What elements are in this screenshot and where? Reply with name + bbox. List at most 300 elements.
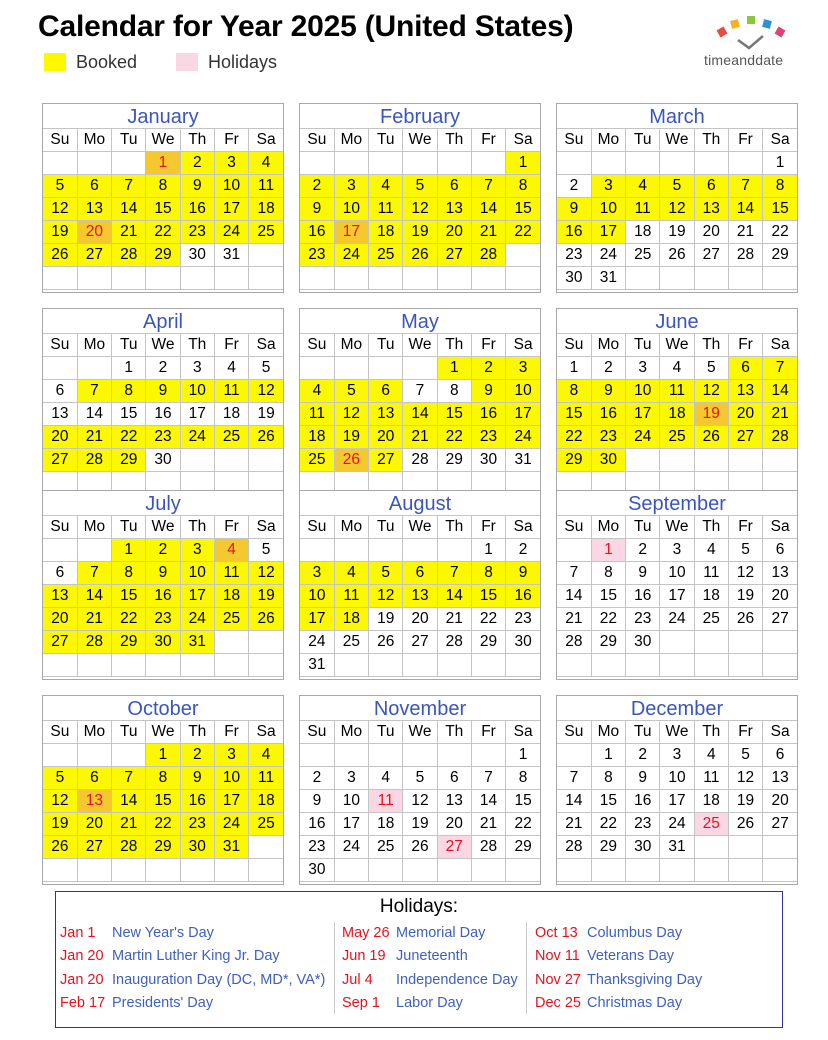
day-cell[interactable]: 4	[660, 357, 694, 380]
day-cell[interactable]: 29	[112, 631, 146, 654]
day-cell[interactable]: 15	[112, 403, 146, 426]
day-cell[interactable]: 25	[694, 813, 728, 836]
day-cell[interactable]: 13	[77, 790, 111, 813]
day-cell[interactable]: 25	[214, 426, 248, 449]
day-cell[interactable]: 5	[728, 539, 762, 562]
day-cell[interactable]: 23	[300, 244, 334, 267]
day-cell[interactable]: 26	[334, 449, 368, 472]
day-cell[interactable]: 16	[146, 403, 180, 426]
day-cell[interactable]: 14	[437, 585, 471, 608]
day-cell[interactable]: 15	[763, 198, 797, 221]
day-cell[interactable]: 27	[77, 244, 111, 267]
day-cell[interactable]: 2	[146, 357, 180, 380]
day-cell[interactable]: 2	[626, 539, 660, 562]
day-cell[interactable]: 23	[180, 221, 214, 244]
day-cell[interactable]: 1	[471, 539, 505, 562]
day-cell[interactable]: 28	[471, 836, 505, 859]
day-cell[interactable]: 24	[334, 836, 368, 859]
day-cell[interactable]: 29	[112, 449, 146, 472]
day-cell[interactable]: 4	[369, 767, 403, 790]
day-cell[interactable]: 15	[591, 585, 625, 608]
day-cell[interactable]: 19	[334, 426, 368, 449]
day-cell[interactable]: 24	[626, 426, 660, 449]
day-cell[interactable]: 2	[626, 744, 660, 767]
day-cell[interactable]: 30	[180, 244, 214, 267]
day-cell[interactable]: 8	[146, 767, 180, 790]
day-cell[interactable]: 9	[180, 767, 214, 790]
day-cell[interactable]: 3	[591, 175, 625, 198]
day-cell[interactable]: 9	[300, 790, 334, 813]
day-cell[interactable]: 21	[77, 426, 111, 449]
day-cell[interactable]: 29	[146, 244, 180, 267]
day-cell[interactable]: 1	[146, 152, 180, 175]
day-cell[interactable]: 18	[300, 426, 334, 449]
day-cell[interactable]: 21	[437, 608, 471, 631]
day-cell[interactable]: 16	[180, 790, 214, 813]
day-cell[interactable]: 7	[557, 767, 591, 790]
day-cell[interactable]: 14	[728, 198, 762, 221]
day-cell[interactable]: 29	[763, 244, 797, 267]
day-cell[interactable]: 13	[77, 198, 111, 221]
day-cell[interactable]: 4	[694, 539, 728, 562]
day-cell[interactable]: 18	[694, 585, 728, 608]
day-cell[interactable]: 20	[43, 426, 77, 449]
day-cell[interactable]: 28	[763, 426, 797, 449]
day-cell[interactable]: 1	[506, 744, 540, 767]
day-cell[interactable]: 4	[300, 380, 334, 403]
day-cell[interactable]: 2	[591, 357, 625, 380]
day-cell[interactable]: 7	[403, 380, 437, 403]
day-cell[interactable]: 3	[660, 539, 694, 562]
day-cell[interactable]: 7	[112, 767, 146, 790]
day-cell[interactable]: 31	[214, 836, 248, 859]
day-cell[interactable]: 3	[334, 175, 368, 198]
day-cell[interactable]: 22	[146, 221, 180, 244]
day-cell[interactable]: 22	[506, 221, 540, 244]
day-cell[interactable]: 28	[557, 631, 591, 654]
day-cell[interactable]: 4	[214, 357, 248, 380]
day-cell[interactable]: 11	[626, 198, 660, 221]
day-cell[interactable]: 20	[77, 813, 111, 836]
day-cell[interactable]: 14	[112, 198, 146, 221]
day-cell[interactable]: 24	[300, 631, 334, 654]
day-cell[interactable]: 19	[728, 790, 762, 813]
day-cell[interactable]: 4	[694, 744, 728, 767]
day-cell[interactable]: 8	[146, 175, 180, 198]
day-cell[interactable]: 27	[763, 608, 797, 631]
day-cell[interactable]: 13	[694, 198, 728, 221]
day-cell[interactable]: 6	[77, 767, 111, 790]
day-cell[interactable]: 17	[180, 585, 214, 608]
day-cell[interactable]: 13	[369, 403, 403, 426]
day-cell[interactable]: 27	[694, 244, 728, 267]
day-cell[interactable]: 24	[214, 813, 248, 836]
day-cell[interactable]: 21	[763, 403, 797, 426]
day-cell[interactable]: 23	[180, 813, 214, 836]
day-cell[interactable]: 28	[557, 836, 591, 859]
day-cell[interactable]: 14	[112, 790, 146, 813]
day-cell[interactable]: 4	[249, 744, 283, 767]
day-cell[interactable]: 6	[437, 175, 471, 198]
day-cell[interactable]: 15	[471, 585, 505, 608]
day-cell[interactable]: 30	[146, 449, 180, 472]
day-cell[interactable]: 19	[43, 813, 77, 836]
day-cell[interactable]: 17	[300, 608, 334, 631]
day-cell[interactable]: 27	[77, 836, 111, 859]
day-cell[interactable]: 7	[728, 175, 762, 198]
day-cell[interactable]: 6	[728, 357, 762, 380]
day-cell[interactable]: 1	[506, 152, 540, 175]
day-cell[interactable]: 18	[249, 198, 283, 221]
day-cell[interactable]: 25	[369, 836, 403, 859]
day-cell[interactable]: 8	[591, 562, 625, 585]
day-cell[interactable]: 18	[214, 585, 248, 608]
day-cell[interactable]: 18	[214, 403, 248, 426]
day-cell[interactable]: 20	[403, 608, 437, 631]
day-cell[interactable]: 16	[180, 198, 214, 221]
day-cell[interactable]: 9	[591, 380, 625, 403]
day-cell[interactable]: 11	[369, 198, 403, 221]
day-cell[interactable]: 4	[214, 539, 248, 562]
day-cell[interactable]: 12	[728, 562, 762, 585]
day-cell[interactable]: 27	[403, 631, 437, 654]
day-cell[interactable]: 28	[77, 631, 111, 654]
day-cell[interactable]: 27	[43, 449, 77, 472]
day-cell[interactable]: 23	[591, 426, 625, 449]
day-cell[interactable]: 29	[506, 836, 540, 859]
day-cell[interactable]: 22	[112, 608, 146, 631]
day-cell[interactable]: 19	[403, 221, 437, 244]
day-cell[interactable]: 9	[300, 198, 334, 221]
day-cell[interactable]: 11	[249, 175, 283, 198]
day-cell[interactable]: 1	[112, 357, 146, 380]
day-cell[interactable]: 9	[146, 562, 180, 585]
day-cell[interactable]: 20	[437, 221, 471, 244]
day-cell[interactable]: 28	[112, 836, 146, 859]
day-cell[interactable]: 21	[557, 608, 591, 631]
day-cell[interactable]: 3	[334, 767, 368, 790]
day-cell[interactable]: 20	[43, 608, 77, 631]
day-cell[interactable]: 5	[369, 562, 403, 585]
day-cell[interactable]: 10	[626, 380, 660, 403]
day-cell[interactable]: 18	[249, 790, 283, 813]
day-cell[interactable]: 17	[180, 403, 214, 426]
day-cell[interactable]: 12	[403, 198, 437, 221]
day-cell[interactable]: 29	[471, 631, 505, 654]
day-cell[interactable]: 15	[146, 790, 180, 813]
day-cell[interactable]: 13	[43, 585, 77, 608]
day-cell[interactable]: 19	[43, 221, 77, 244]
day-cell[interactable]: 28	[112, 244, 146, 267]
day-cell[interactable]: 22	[112, 426, 146, 449]
day-cell[interactable]: 6	[763, 539, 797, 562]
day-cell[interactable]: 2	[180, 152, 214, 175]
day-cell[interactable]: 10	[214, 767, 248, 790]
day-cell[interactable]: 27	[437, 244, 471, 267]
day-cell[interactable]: 16	[591, 403, 625, 426]
day-cell[interactable]: 11	[214, 380, 248, 403]
day-cell[interactable]: 18	[626, 221, 660, 244]
day-cell[interactable]: 22	[437, 426, 471, 449]
day-cell[interactable]: 26	[249, 426, 283, 449]
day-cell[interactable]: 9	[180, 175, 214, 198]
day-cell[interactable]: 8	[506, 767, 540, 790]
day-cell[interactable]: 27	[437, 836, 471, 859]
day-cell[interactable]: 7	[112, 175, 146, 198]
day-cell[interactable]: 11	[300, 403, 334, 426]
day-cell[interactable]: 10	[180, 562, 214, 585]
day-cell[interactable]: 23	[471, 426, 505, 449]
day-cell[interactable]: 22	[591, 608, 625, 631]
day-cell[interactable]: 10	[180, 380, 214, 403]
day-cell[interactable]: 24	[334, 244, 368, 267]
day-cell[interactable]: 8	[763, 175, 797, 198]
day-cell[interactable]: 12	[728, 767, 762, 790]
day-cell[interactable]: 6	[403, 562, 437, 585]
day-cell[interactable]: 25	[660, 426, 694, 449]
day-cell[interactable]: 12	[369, 585, 403, 608]
day-cell[interactable]: 16	[626, 585, 660, 608]
day-cell[interactable]: 31	[660, 836, 694, 859]
day-cell[interactable]: 23	[506, 608, 540, 631]
day-cell[interactable]: 24	[660, 813, 694, 836]
day-cell[interactable]: 30	[471, 449, 505, 472]
day-cell[interactable]: 3	[214, 152, 248, 175]
day-cell[interactable]: 17	[334, 221, 368, 244]
day-cell[interactable]: 2	[146, 539, 180, 562]
day-cell[interactable]: 23	[146, 426, 180, 449]
day-cell[interactable]: 13	[728, 380, 762, 403]
day-cell[interactable]: 24	[180, 426, 214, 449]
day-cell[interactable]: 20	[763, 790, 797, 813]
day-cell[interactable]: 27	[369, 449, 403, 472]
day-cell[interactable]: 15	[506, 790, 540, 813]
day-cell[interactable]: 21	[471, 813, 505, 836]
day-cell[interactable]: 19	[728, 585, 762, 608]
day-cell[interactable]: 10	[334, 790, 368, 813]
day-cell[interactable]: 31	[300, 654, 334, 677]
day-cell[interactable]: 1	[763, 152, 797, 175]
day-cell[interactable]: 5	[43, 767, 77, 790]
day-cell[interactable]: 3	[300, 562, 334, 585]
day-cell[interactable]: 1	[591, 539, 625, 562]
day-cell[interactable]: 23	[626, 608, 660, 631]
day-cell[interactable]: 26	[403, 836, 437, 859]
day-cell[interactable]: 22	[506, 813, 540, 836]
day-cell[interactable]: 16	[557, 221, 591, 244]
day-cell[interactable]: 31	[506, 449, 540, 472]
day-cell[interactable]: 31	[214, 244, 248, 267]
day-cell[interactable]: 23	[300, 836, 334, 859]
day-cell[interactable]: 26	[369, 631, 403, 654]
day-cell[interactable]: 15	[112, 585, 146, 608]
day-cell[interactable]: 21	[403, 426, 437, 449]
day-cell[interactable]: 2	[506, 539, 540, 562]
day-cell[interactable]: 29	[437, 449, 471, 472]
day-cell[interactable]: 5	[403, 767, 437, 790]
day-cell[interactable]: 14	[471, 198, 505, 221]
day-cell[interactable]: 23	[557, 244, 591, 267]
day-cell[interactable]: 19	[369, 608, 403, 631]
day-cell[interactable]: 5	[334, 380, 368, 403]
day-cell[interactable]: 7	[763, 357, 797, 380]
day-cell[interactable]: 6	[694, 175, 728, 198]
day-cell[interactable]: 30	[626, 631, 660, 654]
day-cell[interactable]: 16	[300, 813, 334, 836]
day-cell[interactable]: 18	[660, 403, 694, 426]
day-cell[interactable]: 10	[300, 585, 334, 608]
day-cell[interactable]: 17	[334, 813, 368, 836]
day-cell[interactable]: 20	[77, 221, 111, 244]
day-cell[interactable]: 12	[249, 380, 283, 403]
day-cell[interactable]: 25	[249, 813, 283, 836]
day-cell[interactable]: 14	[77, 403, 111, 426]
day-cell[interactable]: 30	[146, 631, 180, 654]
day-cell[interactable]: 26	[43, 836, 77, 859]
day-cell[interactable]: 14	[471, 790, 505, 813]
day-cell[interactable]: 25	[334, 631, 368, 654]
day-cell[interactable]: 5	[403, 175, 437, 198]
day-cell[interactable]: 8	[112, 562, 146, 585]
day-cell[interactable]: 17	[591, 221, 625, 244]
day-cell[interactable]: 18	[334, 608, 368, 631]
day-cell[interactable]: 28	[77, 449, 111, 472]
day-cell[interactable]: 30	[591, 449, 625, 472]
day-cell[interactable]: 15	[437, 403, 471, 426]
day-cell[interactable]: 13	[403, 585, 437, 608]
day-cell[interactable]: 25	[694, 608, 728, 631]
day-cell[interactable]: 3	[180, 357, 214, 380]
day-cell[interactable]: 5	[694, 357, 728, 380]
day-cell[interactable]: 28	[437, 631, 471, 654]
day-cell[interactable]: 12	[660, 198, 694, 221]
day-cell[interactable]: 5	[43, 175, 77, 198]
day-cell[interactable]: 23	[626, 813, 660, 836]
day-cell[interactable]: 21	[557, 813, 591, 836]
day-cell[interactable]: 9	[626, 562, 660, 585]
day-cell[interactable]: 14	[557, 790, 591, 813]
day-cell[interactable]: 20	[728, 403, 762, 426]
day-cell[interactable]: 3	[214, 744, 248, 767]
logo[interactable]	[704, 14, 804, 76]
day-cell[interactable]: 30	[557, 267, 591, 290]
day-cell[interactable]: 30	[626, 836, 660, 859]
day-cell[interactable]: 26	[403, 244, 437, 267]
day-cell[interactable]: 1	[146, 744, 180, 767]
day-cell[interactable]: 25	[369, 244, 403, 267]
day-cell[interactable]: 3	[626, 357, 660, 380]
day-cell[interactable]: 30	[506, 631, 540, 654]
day-cell[interactable]: 8	[112, 380, 146, 403]
day-cell[interactable]: 13	[437, 790, 471, 813]
day-cell[interactable]: 25	[300, 449, 334, 472]
day-cell[interactable]: 5	[660, 175, 694, 198]
day-cell[interactable]: 14	[77, 585, 111, 608]
day-cell[interactable]: 7	[77, 562, 111, 585]
day-cell[interactable]: 28	[471, 244, 505, 267]
day-cell[interactable]: 6	[43, 562, 77, 585]
day-cell[interactable]: 2	[300, 767, 334, 790]
day-cell[interactable]: 24	[660, 608, 694, 631]
day-cell[interactable]: 2	[180, 744, 214, 767]
day-cell[interactable]: 28	[403, 449, 437, 472]
day-cell[interactable]: 31	[180, 631, 214, 654]
day-cell[interactable]: 26	[728, 608, 762, 631]
day-cell[interactable]: 17	[214, 198, 248, 221]
day-cell[interactable]: 3	[180, 539, 214, 562]
day-cell[interactable]: 30	[300, 859, 334, 882]
day-cell[interactable]: 15	[557, 403, 591, 426]
day-cell[interactable]: 4	[334, 562, 368, 585]
day-cell[interactable]: 21	[112, 221, 146, 244]
day-cell[interactable]: 16	[626, 790, 660, 813]
day-cell[interactable]: 6	[43, 380, 77, 403]
day-cell[interactable]: 15	[506, 198, 540, 221]
day-cell[interactable]: 24	[506, 426, 540, 449]
day-cell[interactable]: 23	[146, 608, 180, 631]
day-cell[interactable]: 6	[437, 767, 471, 790]
day-cell[interactable]: 12	[43, 198, 77, 221]
day-cell[interactable]: 19	[403, 813, 437, 836]
day-cell[interactable]: 2	[557, 175, 591, 198]
day-cell[interactable]: 6	[369, 380, 403, 403]
day-cell[interactable]: 24	[180, 608, 214, 631]
day-cell[interactable]: 24	[591, 244, 625, 267]
day-cell[interactable]: 30	[180, 836, 214, 859]
day-cell[interactable]: 17	[214, 790, 248, 813]
day-cell[interactable]: 22	[471, 608, 505, 631]
day-cell[interactable]: 16	[471, 403, 505, 426]
day-cell[interactable]: 16	[506, 585, 540, 608]
day-cell[interactable]: 3	[660, 744, 694, 767]
day-cell[interactable]: 4	[249, 152, 283, 175]
day-cell[interactable]: 2	[300, 175, 334, 198]
day-cell[interactable]: 4	[626, 175, 660, 198]
day-cell[interactable]: 11	[249, 767, 283, 790]
day-cell[interactable]: 16	[146, 585, 180, 608]
day-cell[interactable]: 11	[214, 562, 248, 585]
day-cell[interactable]: 11	[369, 790, 403, 813]
day-cell[interactable]: 9	[557, 198, 591, 221]
day-cell[interactable]: 18	[369, 221, 403, 244]
day-cell[interactable]: 12	[43, 790, 77, 813]
day-cell[interactable]: 8	[471, 562, 505, 585]
day-cell[interactable]: 14	[763, 380, 797, 403]
day-cell[interactable]: 3	[506, 357, 540, 380]
day-cell[interactable]: 17	[660, 585, 694, 608]
day-cell[interactable]: 26	[660, 244, 694, 267]
day-cell[interactable]: 25	[249, 221, 283, 244]
day-cell[interactable]: 19	[660, 221, 694, 244]
day-cell[interactable]: 13	[763, 767, 797, 790]
day-cell[interactable]: 11	[334, 585, 368, 608]
day-cell[interactable]: 21	[728, 221, 762, 244]
day-cell[interactable]: 13	[43, 403, 77, 426]
day-cell[interactable]: 8	[437, 380, 471, 403]
day-cell[interactable]: 6	[77, 175, 111, 198]
day-cell[interactable]: 28	[728, 244, 762, 267]
day-cell[interactable]: 11	[660, 380, 694, 403]
day-cell[interactable]: 11	[694, 767, 728, 790]
day-cell[interactable]: 12	[334, 403, 368, 426]
day-cell[interactable]: 5	[728, 744, 762, 767]
day-cell[interactable]: 14	[557, 585, 591, 608]
day-cell[interactable]: 7	[471, 767, 505, 790]
day-cell[interactable]: 5	[249, 539, 283, 562]
day-cell[interactable]: 5	[249, 357, 283, 380]
day-cell[interactable]: 14	[403, 403, 437, 426]
day-cell[interactable]: 4	[369, 175, 403, 198]
